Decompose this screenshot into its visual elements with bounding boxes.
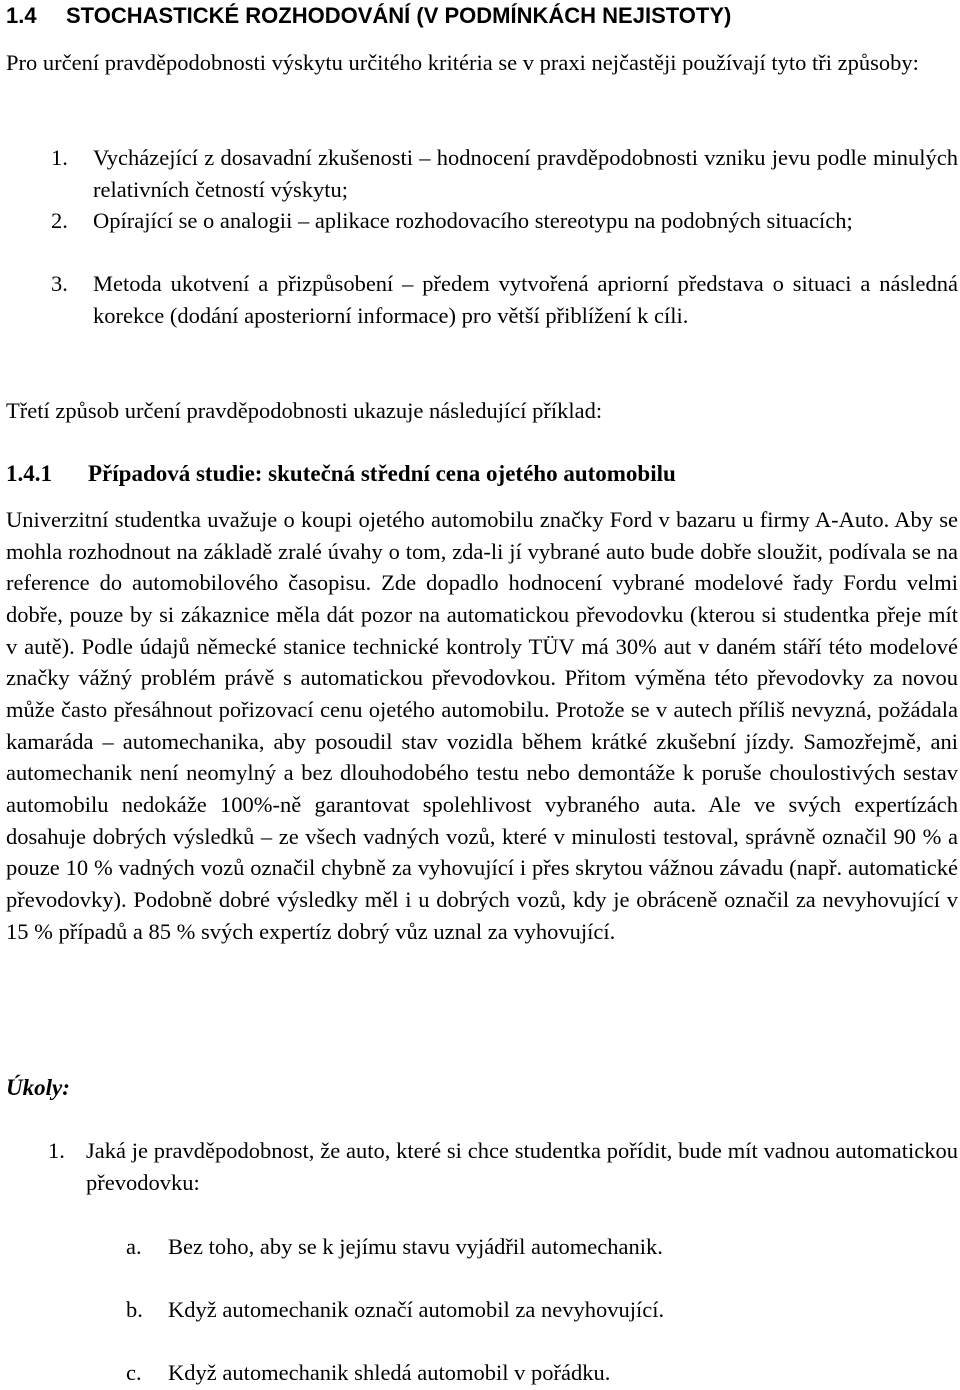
- subtask-letter: a.: [126, 1234, 142, 1259]
- intro-paragraph: Pro určení pravděpodobnosti výskytu určitého kritéria se v praxi nejčastěji používají tyto tři způsoby:: [6, 50, 919, 75]
- task-number: 1.: [48, 1138, 65, 1163]
- method-item-1: [51, 142, 958, 205]
- method-item-2: [51, 205, 958, 237]
- section-number: 1.4: [6, 3, 37, 28]
- subtask-text: Když automechanik shledá automobil v pořádku.: [168, 1360, 611, 1385]
- subtask-letter: c.: [126, 1360, 142, 1385]
- tasks-heading: Úkoly:: [6, 1075, 70, 1100]
- task-text: Jaká je pravděpodobnost, že auto, které si chce studentka pořídit, bude mít vadnou automatickou převodovku:: [86, 1138, 958, 1195]
- method-item-3: [51, 268, 958, 331]
- case-study-title: Případová studie: skutečná střední cena ojetého automobilu: [88, 461, 676, 486]
- section-heading: [6, 1, 731, 31]
- case-study-heading: [6, 458, 676, 490]
- example-intro: Třetí způsob určení pravděpodobnosti ukazuje následující příklad:: [6, 398, 603, 423]
- subtask-a: [126, 1231, 663, 1263]
- subtask-b: [126, 1294, 664, 1326]
- method-number: 3.: [51, 271, 68, 296]
- method-number: 1.: [51, 145, 68, 170]
- case-study-number: 1.4.1: [6, 461, 52, 486]
- subtask-text: Bez toho, aby se k jejímu stavu vyjádřil automechanik.: [168, 1234, 663, 1259]
- method-text: Opírající se o analogii – aplikace rozhodovacího stereotypu na podobných situacích;: [93, 208, 853, 233]
- method-number: 2.: [51, 208, 68, 233]
- subtask-c: [126, 1357, 610, 1389]
- method-text: Metoda ukotvení a přizpůsobení – předem vytvořená apriorní představa o situaci a následná korekce (dodání aposteriorní informace) pro větší přiblížení k cíli.: [93, 271, 958, 328]
- section-title: STOCHASTICKÉ ROZHODOVÁNÍ (V PODMÍNKÁCH NEJISTOTY): [66, 3, 732, 28]
- subtask-letter: b.: [126, 1297, 143, 1322]
- method-text: Vycházející z dosavadní zkušenosti – hodnocení pravděpodobnosti vzniku jevu podle minulých relativních četností výskytu;: [93, 145, 958, 202]
- case-study-body: Univerzitní studentka uvažuje o koupi ojetého automobilu značky Ford v bazaru u firmy A-Auto. Aby se mohla rozhodnout na základě zralé úvahy o tom, zda-li jí vybrané auto bude dobře sloužit, podívala se na reference do automobilového časopisu. Zde dopadlo hodnocení vybrané modelové řady Fordu velmi dobře, pouze by si zákaznice měla dát pozor na automatickou převodovku (kterou si studentka přeje mít v autě). Podle údajů německé stanice technické kontroly TÜV má 30% aut v daném stáří této modelové značky vážný problém právě s automatickou převodovkou. Přitom výměna této převodovky za novou může často přesáhnout pořizovací cenu ojetého automobilu. Protože se v autech příliš nevyzná, požádala kamaráda – automechanika, aby posoudil stav vozidla během krátké zkušební jízdy. Samozřejmě, ani automechanik není neomylný a bez dlouhodobého testu nebo demontáže k poruše choulostivých sestav automobilu nedokáže 100%-ně garantovat spolehlivost vybraného auta. Ale ve svých expertízách dosahuje dobrých výsledků – ze všech vadných vozů, které v minulosti testoval, správně označil 90 % a pouze 10 % vadných vozů označil chybně za vyhovující i přes skrytou vážnou závadu (např. automatické převodovky). Podobně dobré výsledky měl i u dobrých vozů, kdy je obráceně označil za nevyhovující v 15 % případů a 85 % svých expertíz dobrý vůz uznal za vyhovující.: [6, 507, 958, 944]
- task-item-1: [48, 1135, 958, 1199]
- subtask-text: Když automechanik označí automobil za nevyhovující.: [168, 1297, 665, 1322]
